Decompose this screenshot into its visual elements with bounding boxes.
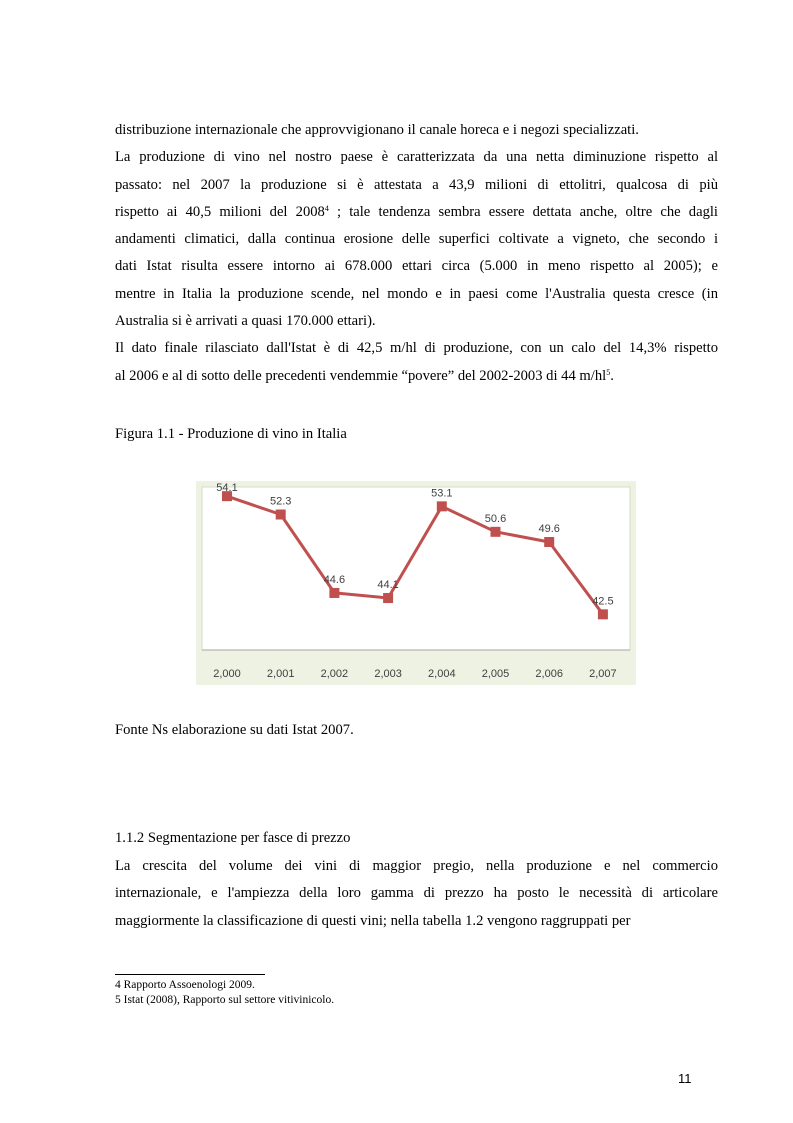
text-line: internazionale, e l'ampiezza della loro gamma di prezzo ha posto le necessità di articolare	[115, 885, 718, 902]
footnote-5: 5 Istat (2008), Rapporto sul settore vitivinicolo.	[115, 993, 335, 1006]
data-label: 52.3	[269, 495, 292, 508]
data-point-marker	[329, 588, 339, 598]
text-line: distribuzione internazionale che approvvigionano il canale horeca e i negozi specializzati.	[115, 122, 639, 138]
data-label: 49.6	[538, 523, 560, 536]
figure-caption: Figura 1.1 - Produzione di vino in Italia	[115, 426, 347, 442]
x-tick-label: 2,000	[213, 668, 241, 680]
x-tick-label: 2,007	[589, 668, 617, 680]
footnote-4: 4 Rapporto Assoenologi 2009.	[115, 979, 255, 991]
data-label: 44.6	[323, 573, 346, 586]
text-line: Australia si è arrivati a quasi 170.000 ettari).	[115, 313, 376, 330]
plot-area	[202, 487, 630, 650]
data-point-marker	[276, 510, 286, 520]
text-line: La crescita del volume dei vini di maggior pregio, nella produzione e nel commercio	[115, 858, 718, 874]
figure-source: Fonte Ns elaborazione su dati Istat 2007.	[115, 722, 354, 738]
text-line: Il dato finale rilasciato dall'Istat è di 42,5 m/hl di produzione, con un calo del 14,3% rispetto	[115, 340, 718, 357]
data-point-marker	[383, 593, 393, 603]
page-number: 11	[678, 1071, 692, 1086]
text-line-with-footnote	[115, 199, 718, 226]
x-tick-label: 2,006	[535, 668, 563, 680]
x-tick-label: 2,005	[481, 668, 510, 680]
text-line: La produzione di vino nel nostro paese è caratterizzata da una netta diminuzione rispetto al	[115, 149, 718, 166]
footnote-ref-5[interactable]: 5	[606, 367, 611, 377]
text-line: dati Istat risulta essere intorno ai 678.000 ettari circa (5.000 in meno rispetto al 2005); e	[115, 258, 718, 275]
footnotes	[115, 978, 334, 1007]
x-tick-label: 2,002	[320, 668, 349, 680]
data-label: 42.5	[592, 595, 614, 608]
footnote-separator	[115, 974, 265, 975]
text-line: mentre in Italia la produzione scende, nel mondo e in paesi come l'Australia questa cresce (in	[115, 285, 718, 302]
text-fragment: al 2006 e al di sotto delle precedenti vendemmie “povere” del 2002-2003 di 44 m/hl	[115, 367, 607, 384]
x-tick-label: 2,004	[428, 668, 456, 680]
data-point-marker	[437, 501, 447, 511]
text-line: passato: nel 2007 la produzione si è attestata a 43,9 milioni di ettolitri, qualcosa di più	[115, 176, 718, 193]
data-label: 50.6	[484, 512, 507, 525]
wine-production-chart	[196, 481, 636, 685]
x-tick-label: 2,003	[374, 668, 402, 680]
text-fragment: ; tale tendenza sembra essere dettata anche, oltre che dagli	[328, 203, 718, 220]
footnote-ref-4[interactable]: 4	[324, 203, 329, 213]
data-label: 54.1	[216, 482, 238, 494]
text-line-with-footnote	[115, 363, 718, 390]
text-line: maggiormente la classificazione di questi vini; nella tabella 1.2 vengono raggruppati per	[115, 912, 631, 929]
paragraph-segmentation	[115, 853, 718, 935]
data-label: 44.1	[377, 579, 399, 592]
text-line: andamenti climatici, dalla continua erosione delle superfici coltivate a vigneto, che secondo i	[115, 231, 718, 248]
data-point-marker	[544, 537, 554, 547]
section-heading: 1.1.2 Segmentazione per fasce di prezzo	[115, 830, 351, 846]
data-label: 53.1	[431, 487, 453, 500]
text-fragment: .	[610, 367, 614, 384]
x-tick-label: 2,001	[266, 668, 295, 680]
data-point-marker	[598, 609, 608, 619]
text-fragment: rispetto ai 40,5 milioni del 2008	[115, 203, 325, 220]
paragraph-production	[115, 117, 718, 390]
data-point-marker	[491, 527, 501, 537]
